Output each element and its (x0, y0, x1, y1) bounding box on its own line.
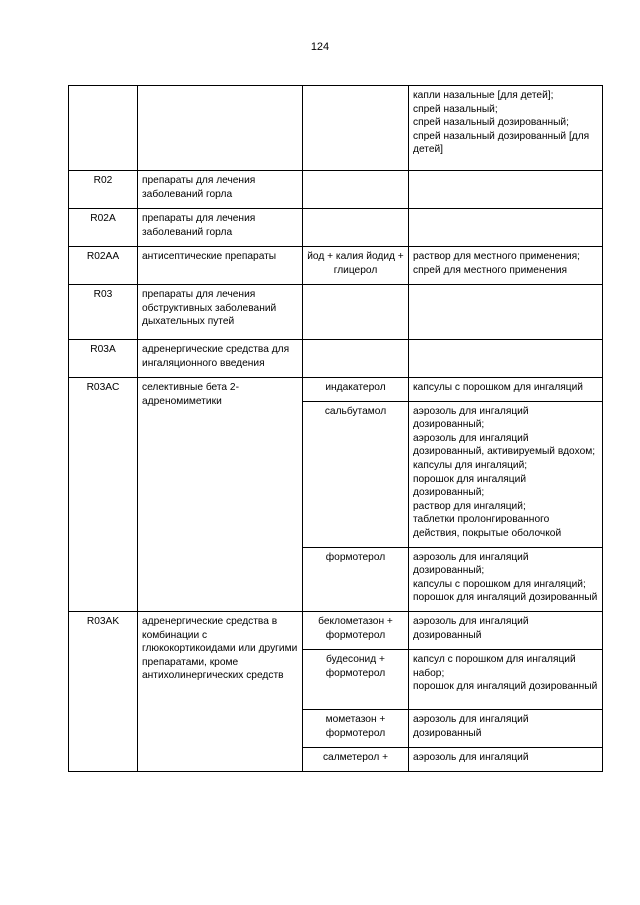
table-body (69, 86, 603, 772)
substance-cell: салметерол + (303, 747, 409, 771)
dosage-forms-cell (409, 340, 603, 378)
dosage-form-line: раствор для ингаляций; (413, 500, 526, 512)
substance-cell: сальбутамол (303, 401, 409, 547)
dosage-form-line: капсул с порошком для ингаляций набор; (413, 653, 576, 679)
dosage-form-line: капли назальные [для детей]; (413, 90, 554, 101)
dosage-forms-cell (409, 209, 603, 247)
dosage-form-line: аэрозоль для ингаляций дозированный (413, 713, 529, 739)
substance-cell: йод + калия йодид + глицерол (303, 247, 409, 285)
dosage-forms-cell (409, 171, 603, 209)
dosage-form-line: капсулы с порошком для ингаляций (413, 382, 583, 393)
dosage-form-line: порошок для ингаляций дозированный (413, 592, 598, 604)
dosage-forms-cell (409, 649, 603, 709)
dosage-forms-cell (409, 378, 603, 402)
atc-code-cell: R03A (69, 340, 138, 378)
substance-cell: беклометазон + формотерол (303, 611, 409, 649)
atc-code-cell: R03AC (69, 378, 138, 612)
dosage-form-line: таблетки пролонгированного действия, покрытые оболочкой (413, 514, 562, 539)
dosage-form-line: порошок для ингаляций дозированный (413, 681, 598, 693)
dosage-form-line: порошок для ингаляций дозированный; (413, 473, 527, 499)
dosage-forms-cell (409, 247, 603, 285)
substance-cell (303, 285, 409, 340)
group-name-cell: препараты для лечения заболеваний горла (138, 209, 303, 247)
dosage-form-line: аэрозоль для ингаляций дозированный, активируемый вдохом; (413, 432, 596, 458)
group-name-cell: адренергические средства в комбинации с глюкокортикоидами или другими препаратами, кроме антихолинергических средств (138, 611, 303, 771)
table-row (69, 209, 603, 247)
dosage-form-line: спрей назальный дозированный; (413, 117, 569, 129)
drug-classification-table (68, 85, 603, 772)
dosage-form-line: капсулы с порошком для ингаляций; (413, 578, 586, 590)
table-row (69, 611, 603, 649)
dosage-form-line: раствор для местного применения; (413, 251, 580, 262)
substance-cell: формотерол (303, 547, 409, 611)
table-row (69, 285, 603, 340)
dosage-forms-cell (409, 747, 603, 771)
dosage-forms-cell (409, 709, 603, 747)
substance-cell: индакатерол (303, 378, 409, 402)
dosage-form-line: аэрозоль для ингаляций дозированный; (413, 551, 529, 577)
dosage-form-line: аэрозоль для ингаляций дозированный; (413, 405, 529, 431)
table-row (69, 171, 603, 209)
substance-cell (303, 86, 409, 171)
substance-cell (303, 171, 409, 209)
dosage-form-line: спрей для местного применения (413, 264, 568, 276)
group-name-cell: препараты для лечения заболеваний горла (138, 171, 303, 209)
dosage-forms-cell (409, 86, 603, 171)
atc-code-cell: R02 (69, 171, 138, 209)
dosage-form-line: аэрозоль для ингаляций дозированный (413, 615, 529, 641)
table-row (69, 378, 603, 402)
substance-cell (303, 340, 409, 378)
dosage-form-line: аэрозоль для ингаляций (413, 751, 529, 763)
substance-cell: будесонид + формотерол (303, 649, 409, 709)
group-name-cell: препараты для лечения обструктивных заболеваний дыхательных путей (138, 285, 303, 340)
table-row (69, 86, 603, 171)
dosage-forms-cell (409, 547, 603, 611)
page-number: 124 (310, 41, 330, 53)
dosage-forms-cell (409, 285, 603, 340)
table-row (69, 247, 603, 285)
atc-code-cell: R02AA (69, 247, 138, 285)
substance-cell: мометазон + формотерол (303, 709, 409, 747)
group-name-cell: адренергические средства для ингаляционного введения (138, 340, 303, 378)
atc-code-cell: R02A (69, 209, 138, 247)
dosage-form-line: спрей назальный; (413, 103, 498, 115)
group-name-cell: антисептические препараты (138, 247, 303, 285)
atc-code-cell: R03 (69, 285, 138, 340)
substance-cell (303, 209, 409, 247)
table-row (69, 340, 603, 378)
atc-code-cell: R03AK (69, 611, 138, 771)
atc-code-cell (69, 86, 138, 171)
group-name-cell: селективные бета 2-адреномиметики (138, 378, 303, 612)
group-name-cell (138, 86, 303, 171)
dosage-forms-cell (409, 611, 603, 649)
dosage-forms-cell (409, 401, 603, 547)
dosage-form-line: капсулы для ингаляций; (413, 459, 528, 471)
dosage-form-line: спрей назальный дозированный [для детей] (413, 130, 590, 156)
